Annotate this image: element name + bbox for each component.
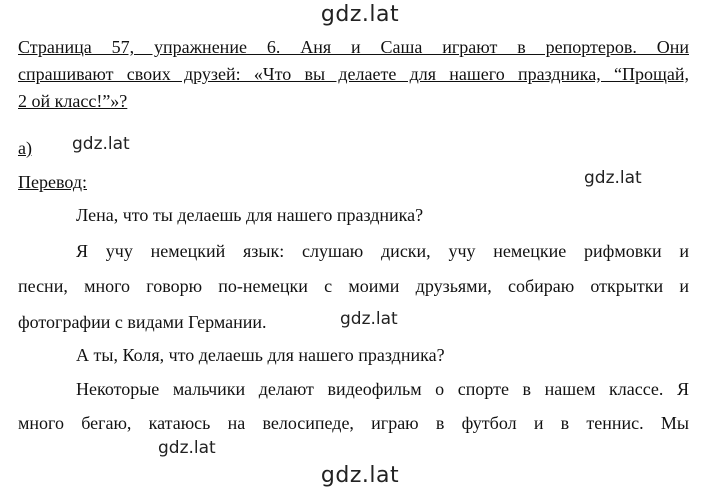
watermark-bottom: gdz.lat — [320, 463, 400, 488]
header-line-3: 2 ой класс!”»? — [18, 91, 128, 111]
section-label-a: а) — [18, 138, 32, 158]
translation-line-1: Лена, что ты делаешь для нашего праздника? — [76, 205, 424, 225]
watermark-bottom-small: gdz.lat — [158, 438, 216, 458]
translation-line-7: много бегаю, катаюсь на велосипеде, играю в футбол и в теннис. Мы — [18, 413, 689, 433]
watermark-middle: gdz.lat — [340, 309, 398, 329]
header-line-2: спрашивают своих друзей: «Что вы делаете для нашего праздника, “Прощай, — [18, 64, 689, 84]
translation-label: Перевод: — [18, 172, 87, 192]
translation-line-2: Я учу немецкий язык: слушаю диски, учу немецкие рифмовки и — [76, 241, 689, 261]
watermark-right: gdz.lat — [584, 168, 642, 188]
exercise-header — [18, 34, 689, 115]
translation-line-5: А ты, Коля, что делаешь для нашего праздника? — [76, 345, 445, 365]
translation-line-6: Некоторые мальчики делают видеофильм о спорте в нашем классе. Я — [76, 379, 689, 399]
header-line-1: Страница 57, упражнение 6. Аня и Саша играют в репортеров. Они — [18, 37, 689, 57]
translation-line-4: фотографии с видами Германии. — [18, 312, 267, 332]
translation-line-3: песни, много говорю по-немецки с моими друзьями, собираю открытки и — [18, 276, 689, 296]
watermark-top: gdz.lat — [320, 2, 400, 27]
watermark-after-a: gdz.lat — [72, 134, 130, 154]
